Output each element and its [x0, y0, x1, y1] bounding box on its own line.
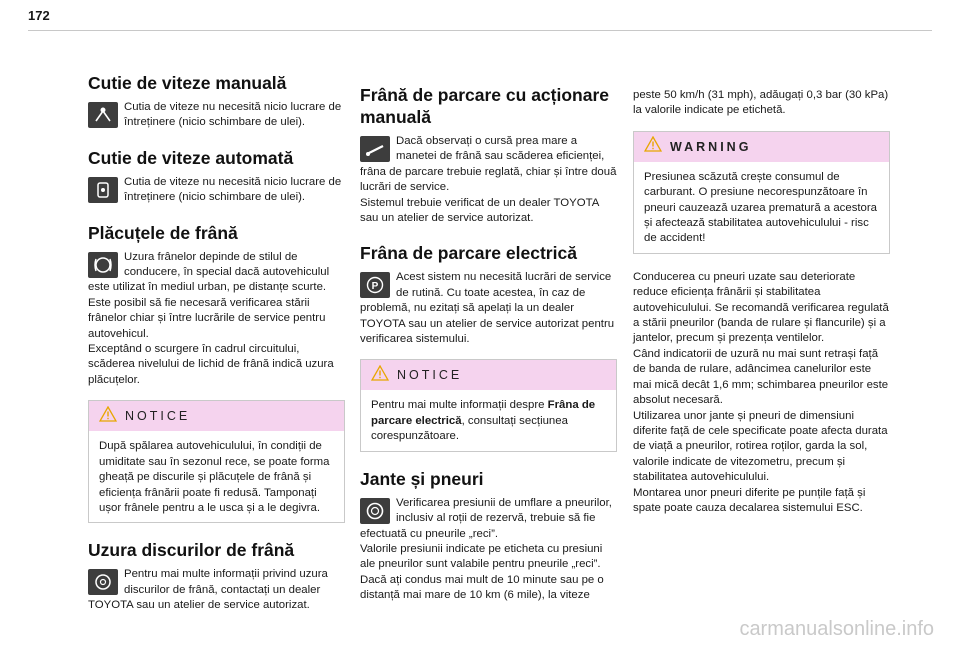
section-wheels-tyres: [360, 468, 617, 604]
section-title: Cutie de viteze manuală: [88, 73, 287, 93]
section-title: Plăcuțele de frână: [88, 222, 238, 243]
notice-label: NOTICE: [125, 409, 191, 424]
paragraph: Când indicatorii de uzură nu mai sunt retrași față de banda de rulare, adâncimea canelurilor este mai mică decât 1,6 mm; schimbarea pneurilor este absolut necesară.: [633, 347, 889, 407]
section-text: Cutia de viteze nu necesită nicio lucrare de întreținere (nicio schimbare de ulei).: [124, 101, 342, 129]
section-title: Uzura discurilor de frână: [88, 540, 295, 561]
watermark: carmanualsonline.info: [739, 618, 934, 640]
section-text: Exceptând o scurgere în cadrul circuitului, scăderea nivelului de lichid de frână indică uzura plăcuțelor.: [88, 343, 334, 386]
column-3: [633, 88, 890, 516]
section-text: Valorile presiunii indicate pe eticheta cu presiuni ale pneurilor sunt valabile pentru pneurile „reci”. Dacă ați condus mai mult de 10 minute sau pe o distanță mai mare de 10 km (6 mile), la viteze: [360, 542, 604, 602]
continued-text: peste 50 km/h (31 mph), adăugați 0,3 bar (30 kPa) la valorile indicate pe etichetă.: [633, 89, 889, 117]
electric-parking-brake-icon: [360, 272, 390, 298]
section-text: Pentru mai multe informații privind uzura discurilor de frână, contactați un dealer TOYOTA sau un atelier de service autorizat.: [88, 568, 328, 612]
page-number: 172: [28, 8, 50, 23]
column-1: [88, 72, 345, 630]
brake-pad-icon: [88, 252, 118, 278]
warning-triangle-icon: [99, 406, 117, 427]
parking-brake-lever-icon: [360, 136, 390, 162]
section-text: Dacă observați o cursă prea mare a manetei de frână sau scăderea eficienței, frâna de parcare trebuie reglată, chiar și între două lucrări de service.: [360, 135, 617, 194]
brake-disc-icon: [88, 569, 118, 595]
notice-text: După spălarea autovehiculului, în condiții de umiditate sau în sezonul rece, se poate forma gheață pe discurile și plăcuțele de frână și eficiența frânării poate fi redusă. Tamponați ușor frânele pentru a le usca și a le degivra.: [99, 440, 330, 514]
paragraph: Conducerea cu pneuri uzate sau deteriorate reduce eficiența frânării și stabilitatea autovehiculului. Se recomandă verificarea regulată a stării pneurilor (banda de rulare și flancurile) și a jantelor, precum și prezența ventilelor.: [633, 270, 889, 345]
section-text: Cutia de viteze nu necesită nicio lucrare de întreținere (nicio schimbare de ulei).: [124, 175, 342, 204]
column-2: [360, 84, 617, 620]
section-text: Verificarea presiunii de umflare a pneurilor, inclusiv al roții de rezervă, trebuie să fie efectuată cu pneurile „reci”.: [360, 496, 612, 540]
section-brake-discs: [88, 539, 345, 613]
warning-label: WARNING: [670, 139, 752, 154]
automatic-gearbox-icon: [88, 177, 118, 203]
notice-bold-reference: Frâna de parcare electrică: [371, 399, 596, 427]
notice-header: [89, 401, 344, 431]
section-manual-parking-brake: [360, 84, 617, 226]
section-brake-pads: [88, 222, 345, 389]
tyre-icon: [360, 498, 390, 524]
section-text: Uzura frânelor depinde de stilul de conducere, în special dacă autovehiculul este utilizat în mediul urban, pe distanțe scurte. Este posibil să fie necesară verificarea stării frânelor chiar și între lucrările de service pentru autovehicul.: [88, 250, 330, 340]
section-automatic-gearbox: [88, 147, 345, 206]
warning-text: Presiunea scăzută crește consumul de carburant. O presiune necorespunzătoare în pneuri cauzează uzarea prematură a acestora și afectează stabilitatea autovehiculului - risc de accident!: [644, 170, 878, 245]
notice-label: NOTICE: [397, 368, 463, 383]
section-title: Frână de parcare cu acționare manuală: [360, 85, 609, 127]
section-manual-gearbox: [88, 72, 345, 131]
manual-gearbox-icon: [88, 102, 118, 128]
section-text: Sistemul trebuie verificat de un dealer TOYOTA sau un atelier de service autorizat.: [360, 196, 599, 225]
section-electric-parking-brake: [360, 242, 617, 347]
paragraph: Utilizarea unor jante și pneuri de dimensiuni diferite față de cele specificate poate afecta durata de viață a pneurilor, rotirea roților, garda la sol, valorile indicate de vitezometru, precum și stabilitatea autovehiculului.: [633, 409, 888, 484]
section-title: Cutie de viteze automată: [88, 147, 294, 168]
notice-box: [360, 359, 617, 451]
section-text: Acest sistem nu necesită lucrări de service de rutină. Cu toate acestea, în caz de problemă, nu ezitați să apelați la un dealer TOYOTA sau un atelier de service autorizat pentru verificarea sistemului.: [360, 271, 615, 346]
section-title: Frâna de parcare electrică: [360, 243, 577, 264]
warning-box: [633, 131, 890, 254]
notice-text: Pentru mai multe informații despre Frâna de parcare electrică, consultați secțiunea corespunzătoare.: [371, 399, 596, 443]
section-title: Jante și pneuri: [360, 468, 484, 489]
svg-text:P: P: [371, 281, 379, 293]
paragraph: Montarea unor pneuri diferite pe punțile față și spate poate cauza decalarea sistemului ESC.: [633, 486, 866, 514]
notice-box: [88, 400, 345, 523]
header-divider: [28, 30, 932, 31]
warning-header: [634, 132, 889, 162]
warning-triangle-icon: [371, 365, 389, 386]
warning-triangle-icon: [644, 136, 662, 157]
notice-header: [361, 360, 616, 390]
